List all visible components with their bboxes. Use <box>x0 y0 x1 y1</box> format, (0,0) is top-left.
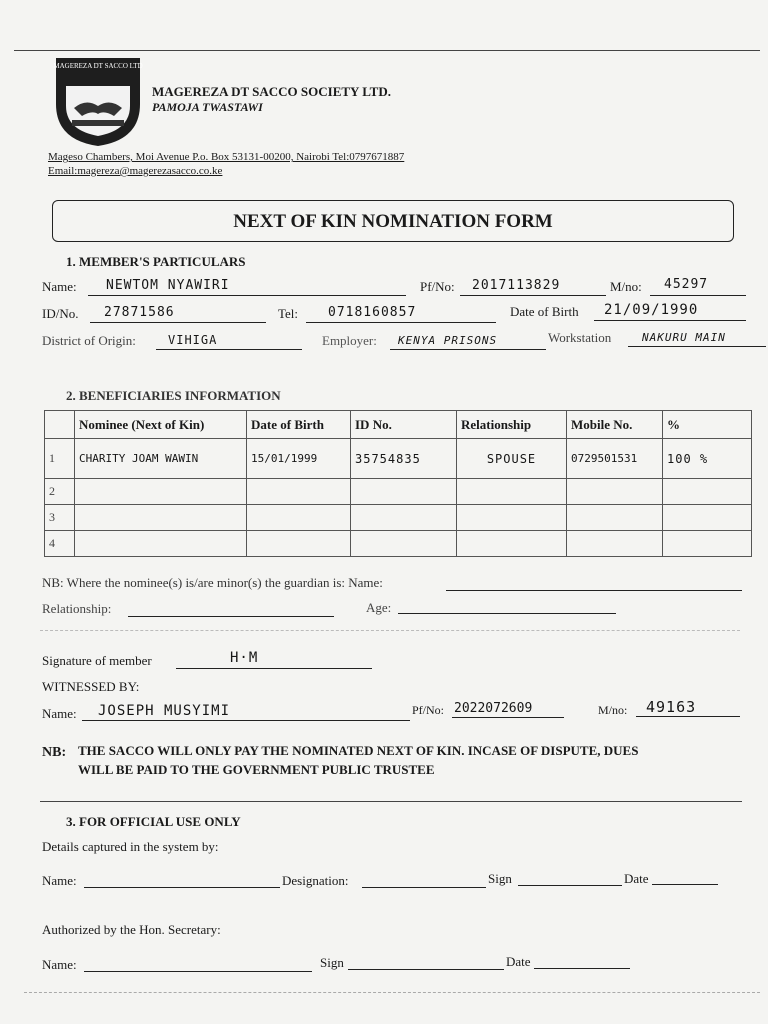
member-name-value[interactable]: NEWTOM NYAWIRI <box>106 278 230 293</box>
table-header-nominee: Nominee (Next of Kin) <box>75 411 247 439</box>
member-dob-line <box>594 320 746 321</box>
member-pfno-line <box>460 295 606 296</box>
member-workstation-value[interactable]: NAKURU MAIN <box>642 331 726 344</box>
captured-by-label: Details captured in the system by: <box>42 839 219 854</box>
table-header-mobile: Mobile No. <box>567 411 663 439</box>
table-header-relationship: Relationship <box>457 411 567 439</box>
form-title: NEXT OF KIN NOMINATION FORM <box>233 211 553 232</box>
org-address: Mageso Chambers, Moi Avenue P.o. Box 53131-00200, Nairobi Tel:0797671887 <box>48 151 405 163</box>
witness-mno-value[interactable]: 49163 <box>646 698 697 716</box>
table-header-dob: Date of Birth <box>247 411 351 439</box>
member-workstation-label: Workstation <box>548 330 612 345</box>
member-signature-label: Signature of member <box>42 653 152 668</box>
member-name-label: Name: <box>42 279 77 294</box>
member-employer-line <box>390 349 546 350</box>
row-dob[interactable]: 15/01/1999 <box>247 439 351 479</box>
secretary-date-label: Date <box>506 954 531 969</box>
official-date-label: Date <box>624 871 649 886</box>
notice-line-1: THE SACCO WILL ONLY PAY THE NOMINATED NEXT OF KIN. INCASE OF DISPUTE, DUES <box>78 743 639 758</box>
member-mno-label: M/no: <box>610 279 642 294</box>
secretary-name-label: Name: <box>42 957 77 972</box>
row-mobile[interactable] <box>567 531 663 557</box>
member-tel-label: Tel: <box>278 306 299 321</box>
member-mno-value[interactable]: 45297 <box>664 277 709 292</box>
witnessed-label: WITNESSED BY: <box>42 679 140 694</box>
witness-name-value[interactable]: JOSEPH MUSYIMI <box>98 703 231 719</box>
row-nominee[interactable] <box>75 531 247 557</box>
member-dob-label: Date of Birth <box>510 304 579 319</box>
table-header-num <box>45 411 75 439</box>
member-district-label: District of Origin: <box>42 333 136 348</box>
member-idno-line <box>90 322 266 323</box>
section1-heading: 1. MEMBER'S PARTICULARS <box>66 254 246 269</box>
official-name-line[interactable] <box>84 887 280 888</box>
row-percent[interactable] <box>663 531 752 557</box>
row-relationship[interactable] <box>457 479 567 505</box>
member-workstation-line <box>628 346 766 347</box>
table-row <box>45 479 752 505</box>
witness-mno-label: M/no: <box>598 703 628 717</box>
row-dob[interactable] <box>247 479 351 505</box>
authorized-by-label: Authorized by the Hon. Secretary: <box>42 922 221 937</box>
guardian-relationship-label: Relationship: <box>42 601 112 616</box>
member-tel-value[interactable]: 0718160857 <box>328 305 417 320</box>
guardian-nb-label: NB: Where the nominee(s) is/are minor(s) the guardian is: Name: <box>42 575 383 590</box>
bottom-border <box>24 992 760 993</box>
witness-pfno-value[interactable]: 2022072609 <box>454 701 533 716</box>
row-percent[interactable]: 100 % <box>663 439 752 479</box>
row-percent[interactable] <box>663 505 752 531</box>
witness-mno-line <box>636 716 740 717</box>
row-relationship[interactable] <box>457 531 567 557</box>
row-mobile[interactable]: 0729501531 <box>567 439 663 479</box>
guardian-name-line[interactable] <box>446 590 742 591</box>
sacco-logo-icon <box>52 56 144 148</box>
notice-label: NB: <box>42 745 67 760</box>
member-pfno-value[interactable]: 2017113829 <box>472 278 561 293</box>
member-pfno-label: Pf/No: <box>420 279 455 294</box>
row-number: 3 <box>45 505 75 531</box>
notice-line-2: WILL BE PAID TO THE GOVERNMENT PUBLIC TRUSTEE <box>78 762 435 777</box>
official-date-line[interactable] <box>652 884 718 885</box>
witness-pfno-line <box>452 717 564 718</box>
separator <box>40 630 740 631</box>
section2-heading: 2. BENEFICIARIES INFORMATION <box>66 388 281 403</box>
guardian-relationship-line[interactable] <box>128 616 334 617</box>
guardian-age-line[interactable] <box>398 613 616 614</box>
separator <box>40 801 742 802</box>
row-relationship[interactable] <box>457 505 567 531</box>
row-nominee[interactable]: CHARITY JOAM WAWIN <box>75 439 247 479</box>
guardian-age-label: Age: <box>366 600 392 615</box>
row-mobile[interactable] <box>567 479 663 505</box>
member-employer-label: Employer: <box>322 333 377 348</box>
table-header-percent: % <box>663 411 752 439</box>
member-dob-value[interactable]: 21/09/1990 <box>604 302 699 318</box>
member-district-line <box>156 349 302 350</box>
table-header-row <box>45 411 752 439</box>
member-mno-line <box>650 295 746 296</box>
section3-heading: 3. FOR OFFICIAL USE ONLY <box>66 814 241 829</box>
row-id[interactable] <box>351 531 457 557</box>
member-idno-label: ID/No. <box>42 306 79 321</box>
member-signature-value[interactable]: H·M <box>230 650 259 666</box>
row-number: 1 <box>45 439 75 479</box>
secretary-date-line[interactable] <box>534 968 630 969</box>
row-id[interactable] <box>351 479 457 505</box>
beneficiaries-table <box>44 410 752 557</box>
org-email: Email:magereza@magerezasacco.co.ke <box>48 165 223 177</box>
row-id[interactable] <box>351 505 457 531</box>
row-nominee[interactable] <box>75 505 247 531</box>
official-sign-line[interactable] <box>518 885 622 886</box>
secretary-name-line[interactable] <box>84 971 312 972</box>
row-percent[interactable] <box>663 479 752 505</box>
member-idno-value[interactable]: 27871586 <box>104 305 175 320</box>
table-row <box>45 439 752 479</box>
member-district-value[interactable]: VIHIGA <box>168 333 218 347</box>
row-relationship[interactable]: SPOUSE <box>457 439 567 479</box>
member-employer-value[interactable]: KENYA PRISONS <box>398 334 498 347</box>
witness-pfno-label: Pf/No: <box>412 703 445 717</box>
org-name: MAGEREZA DT SACCO SOCIETY LTD. <box>152 84 391 99</box>
member-name-line <box>88 295 406 296</box>
secretary-sign-line[interactable] <box>348 969 504 970</box>
logo-text: MAGEREZA DT SACCO LTD <box>53 62 143 70</box>
official-designation-line[interactable] <box>362 887 486 888</box>
row-dob[interactable] <box>247 531 351 557</box>
official-name-label: Name: <box>42 873 77 888</box>
table-header-id: ID No. <box>351 411 457 439</box>
table-row <box>45 505 752 531</box>
row-mobile[interactable] <box>567 505 663 531</box>
row-nominee[interactable] <box>75 479 247 505</box>
row-number: 4 <box>45 531 75 557</box>
member-tel-line <box>306 322 496 323</box>
form-title-box <box>52 200 734 242</box>
official-sign-label: Sign <box>488 871 512 886</box>
witness-name-label: Name: <box>42 706 77 721</box>
member-signature-line <box>176 668 372 669</box>
official-designation-label: Designation: <box>282 873 349 888</box>
org-motto: PAMOJA TWASTAWI <box>152 100 263 114</box>
row-id[interactable]: 35754835 <box>351 439 457 479</box>
witness-name-line <box>82 720 410 721</box>
top-border <box>14 50 760 51</box>
table-row <box>45 531 752 557</box>
secretary-sign-label: Sign <box>320 955 344 970</box>
row-dob[interactable] <box>247 505 351 531</box>
row-number: 2 <box>45 479 75 505</box>
